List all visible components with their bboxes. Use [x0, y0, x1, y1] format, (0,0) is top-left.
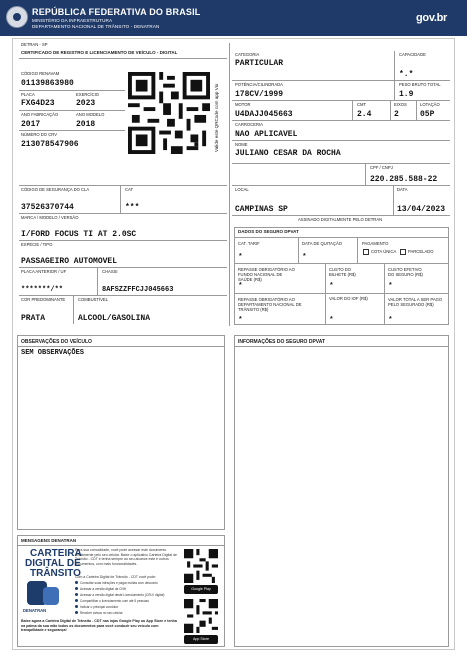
- categoria-label: CATEGORIA: [235, 52, 260, 57]
- bullet-icon: [75, 605, 78, 608]
- qr-validation-hint: Valide este QRCode com app Vio: [214, 83, 219, 152]
- divider: [365, 164, 366, 185]
- cdt-item-4: Compartilhar o licenciamento com até 5 pessoas: [80, 599, 149, 603]
- divider: [298, 238, 299, 263]
- placa-anterior-label: PLACA ANTERIOR / UF: [21, 269, 67, 274]
- signed-digitally: ASSINADO DIGITALMENTE PELO DETRAN: [298, 217, 383, 222]
- bullet-icon: [75, 593, 78, 596]
- divider: [18, 346, 224, 347]
- ano-modelo-label: ANO MODELO: [76, 112, 105, 117]
- cpf-value: 220.285.588-22: [370, 175, 438, 184]
- divider: [235, 263, 448, 264]
- divider: [394, 81, 395, 100]
- especie-value: PASSAGEIRO AUTOMOVEL: [21, 257, 118, 266]
- local-label: LOCAL: [235, 187, 249, 192]
- data-value: 13/04/2023: [397, 205, 446, 214]
- eixos-value: 2: [394, 110, 399, 119]
- categoria-value: PARTICULAR: [235, 59, 284, 68]
- qr-code-icon: [184, 549, 218, 583]
- valor-iof-label: VALOR DO IOF (R$): [329, 296, 368, 301]
- divider: [384, 264, 385, 293]
- divider: [232, 185, 450, 186]
- divider: [384, 294, 385, 325]
- ano-fabricacao-label: ANO FABRICAÇÃO: [21, 112, 59, 117]
- cdt-intro-text: Para sua comodidade, você pode acessar este documento diretamente pelo seu celular. Baixe o aplicativo Carteira Digital de Trânsito - CDT e tenha sempre ao seu alcance este e outros documentos, com mais funcionalidades.: [75, 548, 177, 566]
- validation-qr-code: [128, 72, 210, 154]
- cdt-item-6: Receber avisos no seu celular: [80, 611, 123, 615]
- crv-label: NÚMERO DO CRV: [21, 132, 57, 137]
- repasse-denatran-label: REPASSE OBRIGATÓRIO AO DEPARTAMENTO NACIONAL DE TRÂNSITO (R$): [238, 297, 302, 312]
- pagamento-label: PAGAMENTO: [362, 241, 389, 246]
- parcelado-label: PARCELADO: [408, 249, 434, 254]
- divider: [19, 213, 227, 214]
- divider: [232, 120, 450, 121]
- cor-value: PRATA: [21, 314, 46, 323]
- exercicio-label: EXERCÍCIO: [76, 92, 100, 97]
- repasse-sus-value: *: [239, 282, 242, 289]
- divider: [19, 185, 227, 186]
- renavam-label: CÓDIGO RENAVAM: [21, 71, 60, 76]
- divider: [232, 215, 450, 216]
- divider: [232, 140, 450, 141]
- motor-value: U4DAJJ045663: [235, 110, 293, 119]
- ano-fabricacao-value: 2017: [21, 120, 41, 129]
- carroceria-value: NAO APLICAVEL: [235, 130, 298, 139]
- observacoes-title: OBSERVAÇÕES DO VEÍCULO: [21, 339, 92, 345]
- qr-code-icon: [184, 599, 218, 633]
- divider: [235, 293, 448, 294]
- crlv-document: [12, 38, 455, 650]
- parcelado-checkbox[interactable]: [400, 249, 406, 255]
- divider: [19, 240, 227, 241]
- potencia-label: POTÊNCIA/CILINDRADA: [235, 82, 283, 87]
- divider: [325, 294, 326, 325]
- app-store-qr-code[interactable]: [184, 599, 218, 633]
- marca-label: MARCA / MODELO / VERSÃO: [21, 215, 79, 220]
- divider: [325, 264, 326, 293]
- divider: [18, 545, 224, 546]
- app-store-badge[interactable]: App Store: [184, 635, 218, 644]
- combustivel-value: ALCOOL/GASOLINA: [78, 314, 151, 323]
- cla-label: CÓDIGO DE SEGURANÇA DO CLA: [21, 187, 90, 192]
- chassi-value: 8AFSZZFFCJJ045663: [102, 286, 174, 294]
- bullet-icon: [75, 611, 78, 614]
- divider: [357, 238, 358, 263]
- potencia-value: 178CV/1999: [235, 90, 284, 99]
- cpf-label: CPF / CNPJ: [370, 165, 393, 170]
- custo-efetivo-label: CUSTO EFETIVO DO SEGURO (R$): [388, 267, 423, 277]
- denatran-logo: DENATRAN: [23, 608, 47, 613]
- google-play-badge[interactable]: Google Play: [184, 585, 218, 594]
- placa-anterior-value: *******/**: [21, 286, 64, 294]
- cat-value: ***: [125, 203, 140, 212]
- cdt-title-line3: TRÂNSITO: [30, 568, 81, 579]
- ano-modelo-value: 2018: [76, 120, 96, 129]
- cdt-item-2: Acessar a versão digital da CNH: [80, 587, 127, 591]
- peso-value: 1.9: [399, 90, 414, 99]
- bullet-icon: [75, 587, 78, 590]
- combustivel-label: COMBUSTÍVEL: [78, 297, 109, 302]
- cdt-with-text: Com a Carteira Digital de Trânsito - CDT você pode:: [75, 575, 157, 579]
- divider: [232, 80, 450, 81]
- cdt-item-1: Consultar suas infrações e pagar multas com desconto: [80, 581, 158, 585]
- divider: [19, 267, 227, 268]
- repasse-sus-label: REPASSE OBRIGATÓRIO AO FUNDO NACIONAL DE SAÚDE (R$): [238, 267, 295, 282]
- local-value: CAMPINAS SP: [235, 205, 288, 214]
- observacoes-box: [17, 335, 225, 530]
- divider: [235, 346, 448, 347]
- gov-header: [0, 0, 467, 36]
- renavam-value: 01139863980: [21, 79, 74, 88]
- especie-label: ESPÉCIE / TIPO: [21, 242, 53, 247]
- capacidade-label: CAPACIDADE: [399, 52, 426, 57]
- cat-label: CAT: [125, 187, 134, 192]
- divider: [232, 163, 450, 164]
- divider: [235, 237, 448, 238]
- placa-value: FXG4D23: [21, 99, 55, 108]
- divider: [232, 100, 450, 101]
- cat-tarif-label: CAT. TARIF: [238, 241, 260, 246]
- divider: [120, 186, 121, 213]
- cmt-value: 2.4: [357, 110, 372, 119]
- cdt-title-line1: CARTEIRA: [30, 548, 82, 559]
- valor-total-label: VALOR TOTAL A SER PAGO PELO SEGURADO (R$): [388, 297, 443, 307]
- divider: [19, 295, 227, 296]
- divider: [393, 186, 394, 215]
- divider: [416, 101, 417, 120]
- cmt-label: CMT: [357, 102, 367, 107]
- card-illustration-icon: [43, 587, 59, 605]
- cdt-footer-text: Baixe agora a Carteira Digital de Trânsito - CDT nas lojas Google Play ou App Store e tenha na palma da sua mão todos os documentos para você conduzir seu veículo com tranquilidade e segurança!: [21, 619, 177, 633]
- coat-of-arms-icon: [6, 6, 28, 28]
- cdt-item-3: Acessar a versão digital deste Licenciamento (CRLV digital): [80, 593, 165, 597]
- data-label: DATA: [397, 187, 408, 192]
- repasse-denatran-value: *: [239, 316, 242, 323]
- dpvat-title: DADOS DO SEGURO DPVAT: [238, 229, 299, 234]
- data-quitacao-label: DATA DE QUITAÇÃO: [302, 241, 343, 246]
- cdt-item-5: Indicar o principal condutor: [80, 605, 119, 609]
- detran-code: DETRAN - SP: [21, 42, 48, 47]
- marca-value: I/FORD FOCUS TI AT 2.0SC: [21, 230, 137, 239]
- chassi-label: CHASSI: [102, 269, 118, 274]
- column-divider: [229, 43, 230, 326]
- custo-efetivo-value: *: [389, 282, 392, 289]
- info-dpvat-title: INFORMAÇÕES DO SEGURO DPVAT: [238, 339, 326, 345]
- divider: [352, 101, 353, 120]
- divider: [390, 101, 391, 120]
- nome-value: JULIANO CESAR DA ROCHA: [235, 149, 341, 158]
- exercicio-value: 2023: [76, 99, 96, 108]
- observacoes-value: SEM OBSERVAÇÕES: [21, 349, 85, 357]
- eixos-label: EIXOS: [394, 102, 407, 107]
- capacidade-value: *.*: [399, 70, 414, 79]
- document-title: CERTIFICADO DE REGISTRO E LICENCIAMENTO DE VEÍCULO - DIGITAL: [21, 50, 178, 55]
- custo-bilhete-label: CUSTO DO BILHETE (R$): [329, 267, 356, 277]
- info-dpvat-box: [234, 335, 449, 647]
- carroceria-label: CARROCERIA: [235, 122, 263, 127]
- cat-tarif-value: *: [239, 253, 242, 260]
- bullet-icon: [75, 599, 78, 602]
- custo-bilhete-value: *: [330, 282, 333, 289]
- qr-code-icon: [128, 72, 210, 154]
- peso-label: PESO BRUTO TOTAL: [399, 82, 441, 87]
- cla-value: 37526370744: [21, 203, 74, 212]
- header-republic: REPÚBLICA FEDERATIVA DO BRASIL: [32, 7, 201, 17]
- bullet-icon: [75, 581, 78, 584]
- divider: [97, 268, 98, 295]
- cota-unica-checkbox[interactable]: [363, 249, 369, 255]
- divider: [19, 110, 125, 111]
- google-play-qr-code[interactable]: [184, 549, 218, 583]
- divider: [19, 58, 227, 59]
- valor-total-value: *: [389, 316, 392, 323]
- lotacao-label: LOTAÇÃO: [420, 102, 440, 107]
- placa-label: PLACA: [21, 92, 35, 97]
- header-department: DEPARTAMENTO NACIONAL DE TRÂNSITO - DENATRAN: [32, 24, 160, 29]
- lotacao-value: 05P: [420, 110, 435, 119]
- divider: [394, 51, 395, 80]
- govbr-logo: gov.br: [416, 12, 447, 24]
- cdt-title-line2: DIGITAL DE: [25, 558, 81, 569]
- valor-iof-value: *: [330, 316, 333, 323]
- divider: [19, 90, 125, 91]
- crv-value: 213078547906: [21, 140, 79, 149]
- divider: [73, 296, 74, 324]
- data-quitacao-value: *: [303, 253, 306, 260]
- mensagens-title: MENSAGENS DENATRAN: [21, 538, 77, 543]
- divider: [19, 130, 125, 131]
- nome-label: NOME: [235, 142, 248, 147]
- cota-unica-label: COTA ÚNICA: [371, 249, 397, 254]
- motor-label: MOTOR: [235, 102, 251, 107]
- cor-label: COR PREDOMINANTE: [21, 297, 66, 302]
- header-ministry: MINISTÉRIO DA INFRAESTRUTURA: [32, 18, 113, 23]
